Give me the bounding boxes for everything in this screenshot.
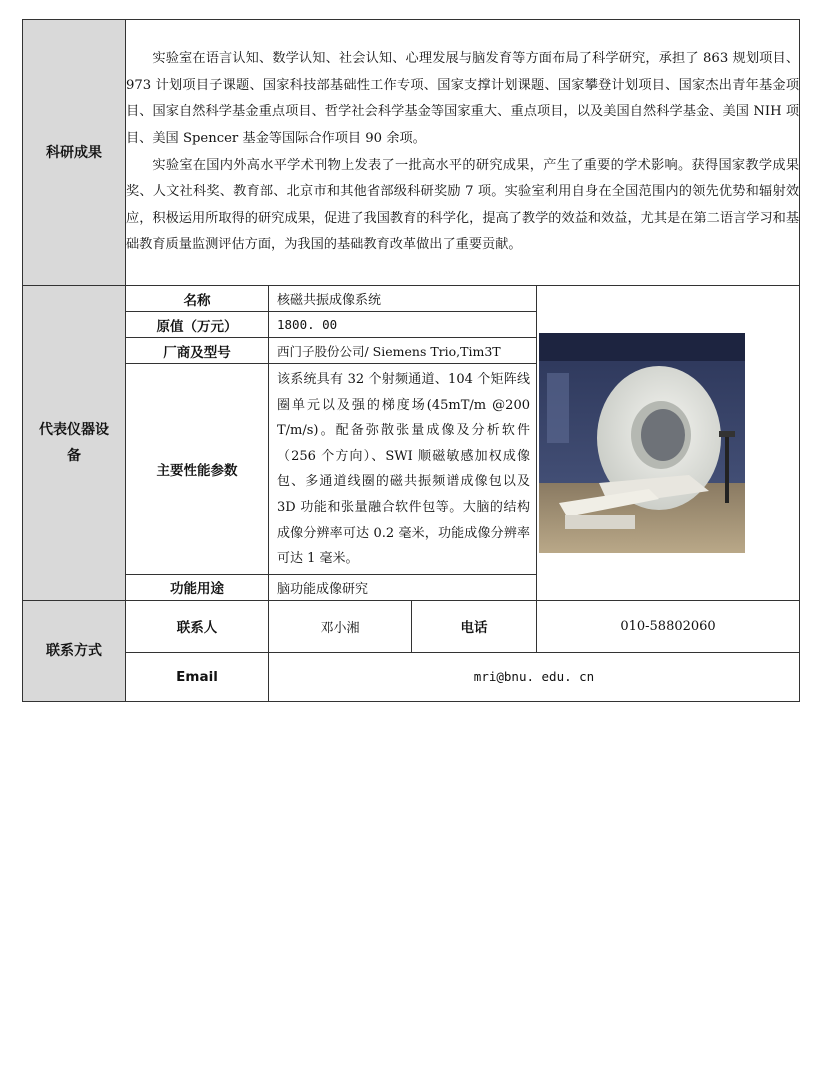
equipment-perf-value: 该系统具有 32 个射频通道、104 个矩阵线圈单元以及强的梯度场(45mT/m @200 T/m/s)。配备弥散张量成像及分析软件（256 个方向）、SWI 顺磁敏感加权成像包、多通道线圈的磁共振频谱成像包以及 3D 功能和张量融合软件包等。大脑的结构成像分辨率可达 0.2 毫米，功能成像分辨率可达 1 毫米。: [269, 364, 537, 575]
equipment-use-label: 功能用途: [126, 574, 269, 600]
research-content: [126, 20, 800, 286]
equipment-price-label: 原值（万元）: [126, 312, 269, 338]
equipment-perf-label: 主要性能参数: [126, 364, 269, 575]
contact-phone-value: 010-58802060: [537, 600, 800, 652]
contact-email-label: Email: [126, 652, 269, 701]
equipment-name-value: 核磁共振成像系统: [269, 286, 537, 312]
equipment-photo-cell: [537, 286, 800, 601]
contact-person-row: [23, 600, 800, 652]
research-paragraph-1: 实验室在语言认知、数学认知、社会认知、心理发展与脑发育等方面布局了科学研究，承担了 863 规划项目、973 计划项目子课题、国家科技部基础性工作专项、国家支撑计划课题、国家攀登计划项目、国家杰出青年基金项目、国家自然科学基金重点项目、哲学社会科学基金等国家重大、重点项目，以及美国自然科学基金、美国 NIH 项目、美国 Spencer 基金等国际合作项目 90 余项。: [126, 51, 800, 146]
mri-scanner-photo: [539, 333, 745, 553]
research-header: 科研成果: [23, 20, 126, 286]
equipment-name-row: [23, 286, 800, 312]
equipment-maker-value: 西门子股份公司/ Siemens Trio,Tim3T: [269, 338, 537, 364]
research-row: [23, 20, 800, 286]
equipment-maker-label: 厂商及型号: [126, 338, 269, 364]
contact-phone-label: 电话: [412, 600, 537, 652]
contact-header: 联系方式: [23, 600, 126, 701]
equipment-name-label: 名称: [126, 286, 269, 312]
lab-info-table: [22, 19, 800, 702]
document-page: [22, 19, 799, 702]
contact-email-value[interactable]: mri@bnu. edu. cn: [269, 652, 800, 701]
contact-email-row: [23, 652, 800, 701]
contact-person-label: 联系人: [126, 600, 269, 652]
equipment-price-value: 1800. 00: [269, 312, 537, 338]
equipment-header: 代表仪器设备: [23, 286, 126, 601]
equipment-use-value: 脑功能成像研究: [269, 574, 537, 600]
research-paragraph-2: 实验室在国内外高水平学术刊物上发表了一批高水平的研究成果，产生了重要的学术影响。获得国家教学成果奖、人文社科奖、教育部、北京市和其他省部级科研奖励 7 项。实验室利用自身在全国范围内的领先优势和辐射效应，积极运用所取得的研究成果，促进了我国教育的科学化，提高了教学的效益和效益，尤其是在第二语言学习和基础教育质量监测评估方面，为我国的基础教育改革做出了重要贡献。: [126, 157, 800, 253]
contact-person-value: 邓小湘: [269, 600, 412, 652]
